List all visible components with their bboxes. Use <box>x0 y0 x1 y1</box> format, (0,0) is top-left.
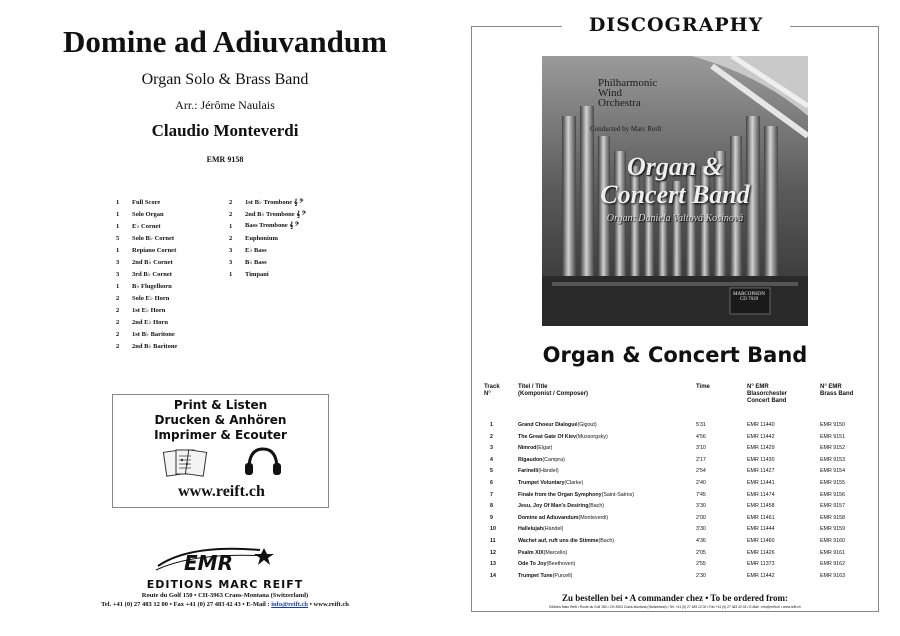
part-row <box>229 232 306 244</box>
track-concert-band-number: EMR 11373 <box>747 561 775 568</box>
part-row <box>116 268 177 280</box>
track-number: 2 <box>490 433 493 440</box>
track-composer: (Gigout) <box>577 422 597 428</box>
part-row <box>229 196 306 208</box>
part-quantity: 1 <box>229 222 233 230</box>
track-title: Wachet auf, ruft uns die Stimme <box>518 537 599 544</box>
cover-conductor: Conducted by Marc Reift <box>590 125 662 133</box>
header-track-label: Track <box>484 384 500 390</box>
track-title-cell <box>518 445 553 452</box>
part-row <box>116 208 177 220</box>
track-title: Psalm XIX <box>518 549 544 556</box>
track-time: 4'56 <box>696 433 706 440</box>
cover-orchestra-line: Philharmonic <box>598 77 658 89</box>
emr-logo <box>150 540 280 578</box>
promo-line: Print & Listen <box>173 398 268 412</box>
track-title-cell <box>518 456 565 463</box>
album-cover <box>542 56 808 326</box>
track-brass-band-number: EMR 9161 <box>820 549 846 556</box>
track-brass-band-number: EMR 9158 <box>820 514 846 521</box>
track-number: 9 <box>490 514 493 521</box>
track-title-cell <box>518 549 568 556</box>
part-quantity: 2 <box>229 234 233 242</box>
header-track <box>484 384 500 398</box>
part-name: 2nd E♭ Horn <box>132 319 168 326</box>
track-title: Trumpet Voluntary <box>518 479 565 486</box>
part-quantity: 3 <box>116 270 120 278</box>
track-title-cell <box>518 572 573 579</box>
track-composer: (Händel) <box>538 468 559 475</box>
header-bb-line: Brass Band <box>820 391 854 397</box>
part-quantity: 2 <box>116 330 120 338</box>
track-concert-band-number: EMR 11461 <box>747 514 775 521</box>
track-composer: (Campra) <box>542 456 565 463</box>
cover-title-line: Concert Band <box>600 180 750 209</box>
track-concert-band-number: EMR 11444 <box>747 526 775 533</box>
track-title-cell <box>518 468 559 475</box>
part-name: 1st B♭ Baritone <box>132 331 175 338</box>
header-cb-line: N° EMR <box>747 384 769 390</box>
part-name: 2nd B♭ Baritone <box>132 343 178 350</box>
contact-suffix: • www.reift.ch <box>309 601 349 608</box>
track-title-cell <box>518 422 597 428</box>
track-title: Ode To Joy <box>518 561 547 568</box>
promo-line: Imprimer & Ecouter <box>154 428 287 442</box>
emr-logo-text: EMR <box>184 551 233 575</box>
track-concert-band-number: EMR 11458 <box>747 503 775 510</box>
header-bb-line: N° EMR <box>820 384 842 390</box>
track-composer: (Händel) <box>543 526 564 533</box>
promo-icons <box>113 445 330 479</box>
track-brass-band-number: EMR 9152 <box>820 445 846 452</box>
publisher-name: EDITIONS MARC REIFT <box>146 578 304 591</box>
track-title: Finale from the Organ Symphony <box>518 491 602 498</box>
part-name: Repiano Cornet <box>132 246 177 254</box>
part-name: 3rd B♭ Cornet <box>132 271 172 278</box>
footer-address: Editions Marc Reift • Route du Golf 150 • CH-3963 Crans-Montana (Switzerland) • Tel. +41 (0) 27 483 12 00 • Fax +41 (0) 27 483 42 43 • E-Mail : info@reift.ch • www.reift.ch <box>549 605 801 609</box>
header-track-no: N° <box>484 391 491 397</box>
track-title-cell <box>518 433 608 440</box>
track-title-cell <box>518 514 609 521</box>
track-concert-band-number: EMR 11442 <box>747 433 775 440</box>
track-concert-band-number: EMR 11441 <box>747 479 775 486</box>
discography-heading: DISCOGRAPHY <box>562 14 790 36</box>
cover-label-badge: MARCOPHON CD 7039 <box>733 292 765 302</box>
track-time: 3'10 <box>696 445 706 452</box>
header-title <box>518 384 588 398</box>
track-number: 6 <box>490 479 493 486</box>
track-brass-band-number: EMR 9155 <box>820 479 846 486</box>
publisher-contact <box>0 601 450 608</box>
part-quantity: 2 <box>116 294 120 302</box>
track-time: 2'00 <box>696 514 706 521</box>
track-concert-band-number: EMR 11429 <box>747 445 775 452</box>
part-name: Solo E♭ Horn <box>132 295 170 302</box>
track-brass-band-number: EMR 9163 <box>820 572 846 579</box>
track-title-cell <box>518 491 634 498</box>
part-name: E♭ Bass <box>245 247 267 254</box>
contact-prefix: Tel. +41 (0) 27 483 12 00 • Fax +41 (0) 27 483 42 43 • E-Mail : <box>101 601 270 608</box>
header-title-label: Titel / Title <box>518 384 548 390</box>
track-concert-band-number: EMR 11430 <box>747 456 775 463</box>
track-title: Domine ad Adiuvandum <box>518 514 579 521</box>
track-concert-band-number: EMR 11440 <box>747 422 775 428</box>
parts-list-right <box>229 196 306 280</box>
part-row <box>229 220 306 232</box>
part-quantity: 1 <box>116 222 120 230</box>
track-brass-band-number: EMR 9162 <box>820 561 846 568</box>
part-row <box>116 220 177 232</box>
publisher-address: Route du Golf 150 • CH-3963 Crans-Montana (Switzerland) <box>141 592 309 599</box>
cover-orchestra <box>598 78 657 108</box>
track-time: 2'17 <box>696 456 706 463</box>
track-composer: (Beethoven) <box>546 561 576 568</box>
track-composer: (Monteverdi) <box>578 514 609 521</box>
part-quantity: 3 <box>229 246 233 254</box>
part-name: B♭ Bass <box>245 259 267 266</box>
headphones-icon <box>245 449 281 475</box>
track-brass-band-number: EMR 9157 <box>820 503 846 510</box>
part-quantity: 1 <box>116 198 120 206</box>
track-title: Grand Choeur Dialogué <box>518 422 578 428</box>
catalog-number: EMR 9158 <box>206 155 244 164</box>
header-time <box>696 384 710 391</box>
email-link[interactable]: info@reift.ch <box>271 601 309 608</box>
part-row <box>229 268 306 280</box>
part-quantity: 2 <box>229 210 233 218</box>
sheet-music-icon <box>163 450 206 476</box>
track-title: Hallelujah <box>518 526 544 533</box>
track-concert-band-number: EMR 11426 <box>747 549 775 556</box>
part-row <box>229 244 306 256</box>
track-composer: (Bach) <box>588 503 605 510</box>
part-name: B♭ Flugelhorn <box>132 283 172 290</box>
track-concert-band-number: EMR 11460 <box>747 537 775 544</box>
cover-soloist: Organ: Daniela Valtová Kosinová <box>606 213 744 224</box>
subtitle: Organ Solo & Brass Band <box>141 71 309 88</box>
track-number: 13 <box>490 561 496 568</box>
part-name: Solo B♭ Cornet <box>132 235 175 242</box>
track-number: 11 <box>490 537 496 544</box>
part-name: E♭ Cornet <box>132 223 161 230</box>
part-row <box>116 256 177 268</box>
track-title: Rigaudon <box>518 456 543 463</box>
arranger: Arr.: Jérôme Naulais <box>175 98 275 112</box>
track-composer: (Saint-Saëns) <box>601 491 634 498</box>
part-quantity: 2 <box>229 198 233 206</box>
track-title-cell <box>518 479 584 486</box>
track-number: 3 <box>490 445 493 452</box>
print-listen-box[interactable] <box>112 394 329 508</box>
album-title: Organ & Concert Band <box>542 343 808 367</box>
track-title: Jesu, Joy Of Man's Desiring <box>518 503 589 510</box>
track-time: 2'40 <box>696 479 706 486</box>
part-name: Bass Trombone 𝄞 𝄢 <box>245 222 300 229</box>
track-brass-band-number: EMR 9151 <box>820 433 846 440</box>
part-quantity: 1 <box>229 270 233 278</box>
track-brass-band-number: EMR 9160 <box>820 537 846 544</box>
track-time: 2'54 <box>696 468 706 475</box>
track-time: 2'05 <box>696 549 706 556</box>
track-number: 4 <box>490 456 493 463</box>
promo-line: Drucken & Anhören <box>154 413 287 427</box>
part-quantity: 1 <box>116 282 120 290</box>
track-time: 4'36 <box>696 537 706 544</box>
track-composer: (Bach) <box>598 537 615 544</box>
part-quantity: 2 <box>116 342 120 350</box>
part-quantity: 2 <box>116 306 120 314</box>
part-row <box>116 196 177 208</box>
part-row <box>116 244 177 256</box>
header-brass-band <box>820 384 853 398</box>
track-time: 2'30 <box>696 572 706 579</box>
part-row <box>116 316 177 328</box>
track-time: 7'45 <box>696 491 706 498</box>
track-time: 3'30 <box>696 526 706 533</box>
track-composer: (Elgar) <box>536 445 553 452</box>
track-number: 10 <box>490 526 496 533</box>
track-composer: (Clarke) <box>564 479 584 486</box>
cover-title-line: Organ & <box>626 152 724 181</box>
part-quantity: 1 <box>116 246 120 254</box>
part-name: 2nd B♭ Cornet <box>132 259 173 266</box>
part-name: 1st B♭ Trombone 𝄞 𝄢 <box>245 198 304 206</box>
website-link[interactable]: www.reift.ch <box>178 483 265 500</box>
part-quantity: 3 <box>229 258 233 266</box>
part-quantity: 5 <box>116 234 120 242</box>
part-row <box>116 328 177 340</box>
part-quantity: 3 <box>116 258 120 266</box>
track-number: 8 <box>490 503 493 510</box>
track-brass-band-number: EMR 9154 <box>820 468 846 475</box>
part-row <box>116 232 177 244</box>
header-cb-line: Concert Band <box>747 398 787 404</box>
part-row <box>116 340 177 352</box>
header-concert-band <box>747 384 787 405</box>
track-number: 5 <box>490 468 493 475</box>
track-brass-band-number: EMR 9150 <box>820 422 846 428</box>
track-composer: (Mussorgsky) <box>576 433 608 440</box>
header-time-label: Time <box>696 384 710 390</box>
part-row <box>116 280 177 292</box>
header-cb-line: Blasorchester <box>747 391 788 397</box>
track-title-cell <box>518 526 564 533</box>
part-row <box>229 256 306 268</box>
part-name: Full Score <box>132 198 161 206</box>
track-number: 12 <box>490 549 496 556</box>
track-title-cell <box>518 561 576 568</box>
track-number: 7 <box>490 491 493 498</box>
track-concert-band-number: EMR 11427 <box>747 468 775 475</box>
composer: Claudio Monteverdi <box>151 121 299 140</box>
part-quantity: 2 <box>116 318 120 326</box>
part-name: 2nd B♭ Trombone 𝄞 𝄢 <box>245 210 306 218</box>
track-brass-band-number: EMR 9159 <box>820 526 846 533</box>
track-brass-band-number: EMR 9156 <box>820 491 846 498</box>
track-number: 14 <box>490 572 496 579</box>
track-title: Nimrod <box>518 445 537 452</box>
track-time: 3'30 <box>696 503 706 510</box>
cover-orchestra-line: Wind <box>598 87 622 99</box>
page-title: Domine ad Adiuvandum <box>63 24 387 59</box>
track-title-cell <box>518 537 615 544</box>
track-title: Farinelli <box>518 468 539 475</box>
track-number: 1 <box>490 422 493 428</box>
part-row <box>229 208 306 220</box>
part-row <box>116 292 177 304</box>
track-title: Trumpet Tune <box>518 572 553 579</box>
part-name: 1st E♭ Horn <box>132 307 166 314</box>
track-composer: (Purcell) <box>552 572 573 579</box>
track-title: The Great Gate Of Kiev <box>518 433 576 440</box>
track-concert-band-number: EMR 11442 <box>747 572 775 579</box>
part-name: Timpani <box>245 270 269 278</box>
track-composer: (Marcello) <box>543 549 568 556</box>
order-line: Zu bestellen bei • A commander chez • To be ordered from: <box>561 593 789 603</box>
part-quantity: 1 <box>116 210 120 218</box>
parts-list-left <box>116 196 177 352</box>
cover-orchestra-line: Orchestra <box>598 97 641 109</box>
part-name: Solo Organ <box>132 210 164 218</box>
header-title-sub: (Komponist / Composer) <box>518 391 588 397</box>
track-concert-band-number: EMR 11474 <box>747 491 775 498</box>
part-row <box>116 304 177 316</box>
track-time: 5'31 <box>696 422 706 428</box>
track-brass-band-number: EMR 9153 <box>820 456 846 463</box>
part-name: Euphonium <box>245 234 278 242</box>
track-title-cell <box>518 503 605 510</box>
track-time: 2'55 <box>696 561 706 568</box>
